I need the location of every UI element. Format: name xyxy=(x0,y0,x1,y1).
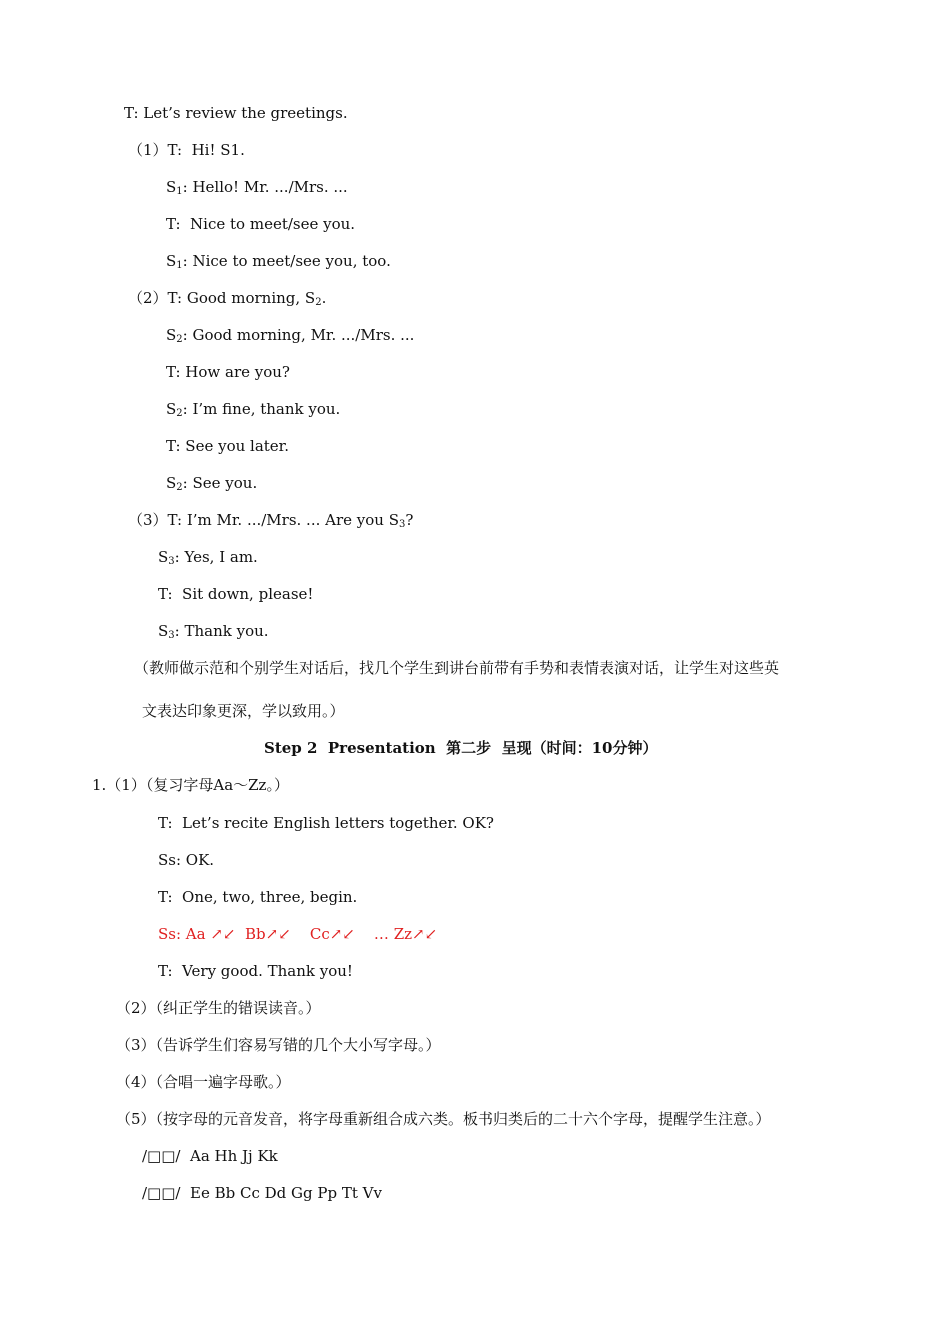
point-4: （4）（合唱一遍字母歌。） xyxy=(116,1073,291,1091)
letter-group-2: /□□/ Ee Bb Cc Dd Gg Pp Tt Vv xyxy=(142,1184,382,1202)
dialogue3-line2: T: Sit down, please! xyxy=(158,585,314,603)
point-2: （2）（纠正学生的错误读音。） xyxy=(116,999,321,1017)
dialogue2-line4: T: See you later. xyxy=(166,437,289,455)
recite-t3: T: Very good. Thank you! xyxy=(158,962,353,980)
dialogue3-line3: $S_3$: Thank you. xyxy=(158,622,269,641)
intro-line: T: Let’s review the greetings. xyxy=(124,104,348,122)
dialogue1-line1: $S_1$: Hello! Mr. .../Mrs. ... xyxy=(166,178,348,197)
dialogue1-line2: T: Nice to meet/see you. xyxy=(166,215,356,233)
recite-t1: T: Let’s recite English letters together. OK? xyxy=(158,814,494,832)
item1-heading: 1.（1）（复习字母Aa～Zz。） xyxy=(92,776,289,794)
dialogue1-label: （1）T: Hi! S1. xyxy=(128,141,245,159)
teacher-note-line2: 文表达印象更深，学以致用。） xyxy=(142,702,345,720)
dialogue2-line3: $S_2$: I’m fine, thank you. xyxy=(166,400,341,419)
dialogue2-line1: $S_2$: Good morning, Mr. .../Mrs. ... xyxy=(166,326,415,345)
dialogue2-label: （2）T: Good morning, $S_2$. xyxy=(128,289,327,308)
point-3: （3）（告诉学生们容易写错的几个大小写字母。） xyxy=(116,1036,441,1054)
dialogue3-label: （3）T: I’m Mr. .../Mrs. ... Are you $S_3$? xyxy=(128,511,414,530)
dialogue2-line2: T: How are you? xyxy=(166,363,290,381)
recite-ss2-letters: Ss: Aa ↗↙ Bb↗↙ Cc↗↙ … Zz↗↙ xyxy=(158,925,438,943)
letter-group-1: /□□/ Aa Hh Jj Kk xyxy=(142,1147,278,1165)
recite-t2: T: One, two, three, begin. xyxy=(158,888,358,906)
teacher-note-line1: （教师做示范和个别学生对话后，找几个学生到讲台前带有手势和表情表演对话，让学生对这些英 xyxy=(134,659,780,677)
dialogue2-line5: $S_2$: See you. xyxy=(166,474,258,493)
point-5: （5）（按字母的元音发音，将字母重新组合成六类。板书归类后的二十六个字母，提醒学生注意。） xyxy=(116,1110,771,1128)
dialogue3-line1: $S_3$: Yes, I am. xyxy=(158,548,258,567)
step-heading: Step 2 Presentation 第二步 呈现（时间：10分钟） xyxy=(264,739,658,757)
recite-ss1: Ss: OK. xyxy=(158,851,215,869)
dialogue1-line3: $S_1$: Nice to meet/see you, too. xyxy=(166,252,391,271)
